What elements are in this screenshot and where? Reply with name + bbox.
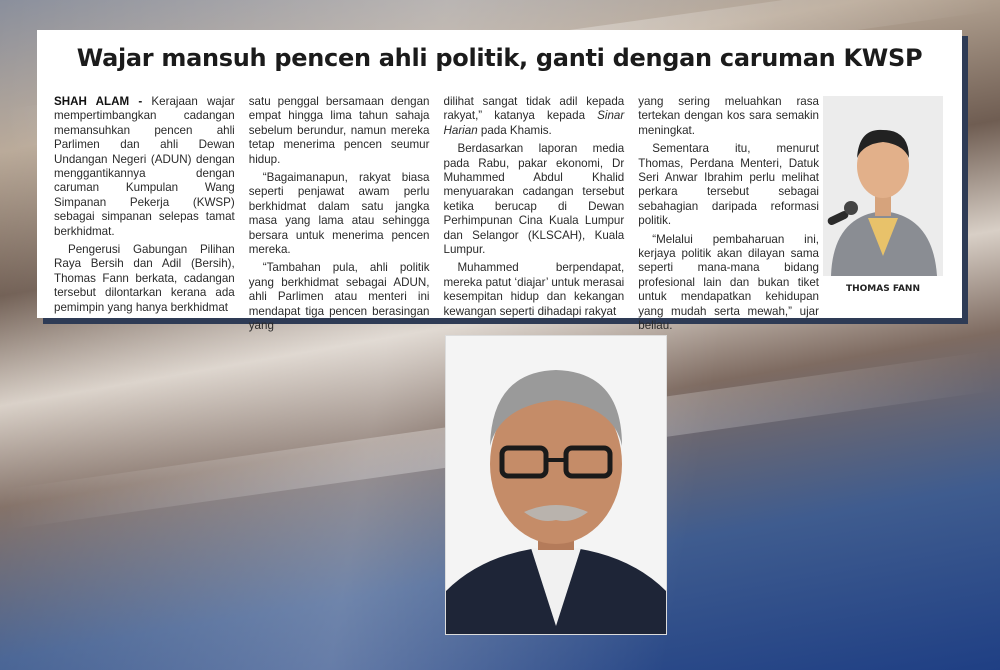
paragraph: Muhammed berpendapat, mereka patut ‘diajar’ untuk merasai kesempitan hidup dan kekangan kewangan seperti dihadapi rakyat <box>443 261 625 318</box>
newspaper-clipping <box>37 30 962 333</box>
paragraph: “Bagaimanapun, rakyat biasa seperti penjawat awam perlu berkhidmat dalam satu jangka masa yang lama atau sehingga bersara untuk menerima pencen mereka. <box>248 171 430 257</box>
publication-name: Sinar Harian <box>443 109 625 137</box>
paragraph: pada Khamis. <box>480 123 552 137</box>
portrait-photo <box>445 335 667 635</box>
paragraph: Kerajaan wajar mempertimbangkan cadangan memansuhkan pencen ahli Parlimen dan ahli Dewan Undangan Negeri (ADUN) dengan menggantikannya dengan caruman Kumpulan Wang Simpanan Pekerja (KWSP) sebagai simpanan selepas tamat berkhidmat. <box>54 95 235 238</box>
paragraph: dilihat sangat tidak adil kepada rakyat,” katanya kepada <box>443 95 625 123</box>
paragraph: satu penggal bersamaan dengan empat hingga lima tahun sahaja sebelum berundur, namun mereka tetap menerima pencen seumur hidup. <box>248 95 430 166</box>
article-column-3 <box>443 95 625 318</box>
article-headline: Wajar mansuh pencen ahli politik, ganti dengan caruman KWSP <box>76 44 923 72</box>
article-column-2 <box>248 95 430 333</box>
paragraph: “Melalui pembaharuan ini, kerjaya politik akan dilayan sama seperti mana-mana bidang profesional lain dan bukan tiket untuk mendapatkan kehidupan yang mudah serta mewah,” ujar beliau. <box>638 232 819 333</box>
man-with-glasses-icon <box>446 336 666 634</box>
photo-caption: THOMAS FANN <box>845 284 920 294</box>
paragraph: Pengerusi Gabungan Pilihan Raya Bersih dan Adil (Bersih), Thomas Fann berkata, cadangan tersebut dilontarkan kerana ada pemimpin yang hanya berkhidmat <box>54 243 235 314</box>
thomas-fann-photo <box>823 96 943 276</box>
person-with-microphone-icon <box>823 96 943 276</box>
paragraph: yang sering meluahkan rasa tertekan dengan kos sara semakin meningkat. <box>638 95 819 137</box>
article-body <box>54 95 819 333</box>
article-dateline: SHAH ALAM - <box>54 95 143 108</box>
paragraph: Berdasarkan laporan media pada Rabu, pakar ekonomi, Dr Muhammed Abdul Khalid menyuarakan cadangan tersebut ketika berucap di Dewan Perhimpunan Cina Kuala Lumpur dan Selangor (KLSCAH), Kuala Lumpur. <box>443 142 625 257</box>
article-column-1 <box>54 95 235 314</box>
article-column-4 <box>638 95 819 333</box>
paragraph: Sementara itu, menurut Thomas, Perdana Menteri, Datuk Seri Anwar Ibrahim perlu melihat perkara tersebut sebagai sebahagian daripada reformasi politik. <box>638 142 819 228</box>
paragraph: “Tambahan pula, ahli politik yang berkhidmat sebagai ADUN, ahli Parlimen atau menteri ini mendapat tiga pencen berasingan yang <box>248 261 430 333</box>
